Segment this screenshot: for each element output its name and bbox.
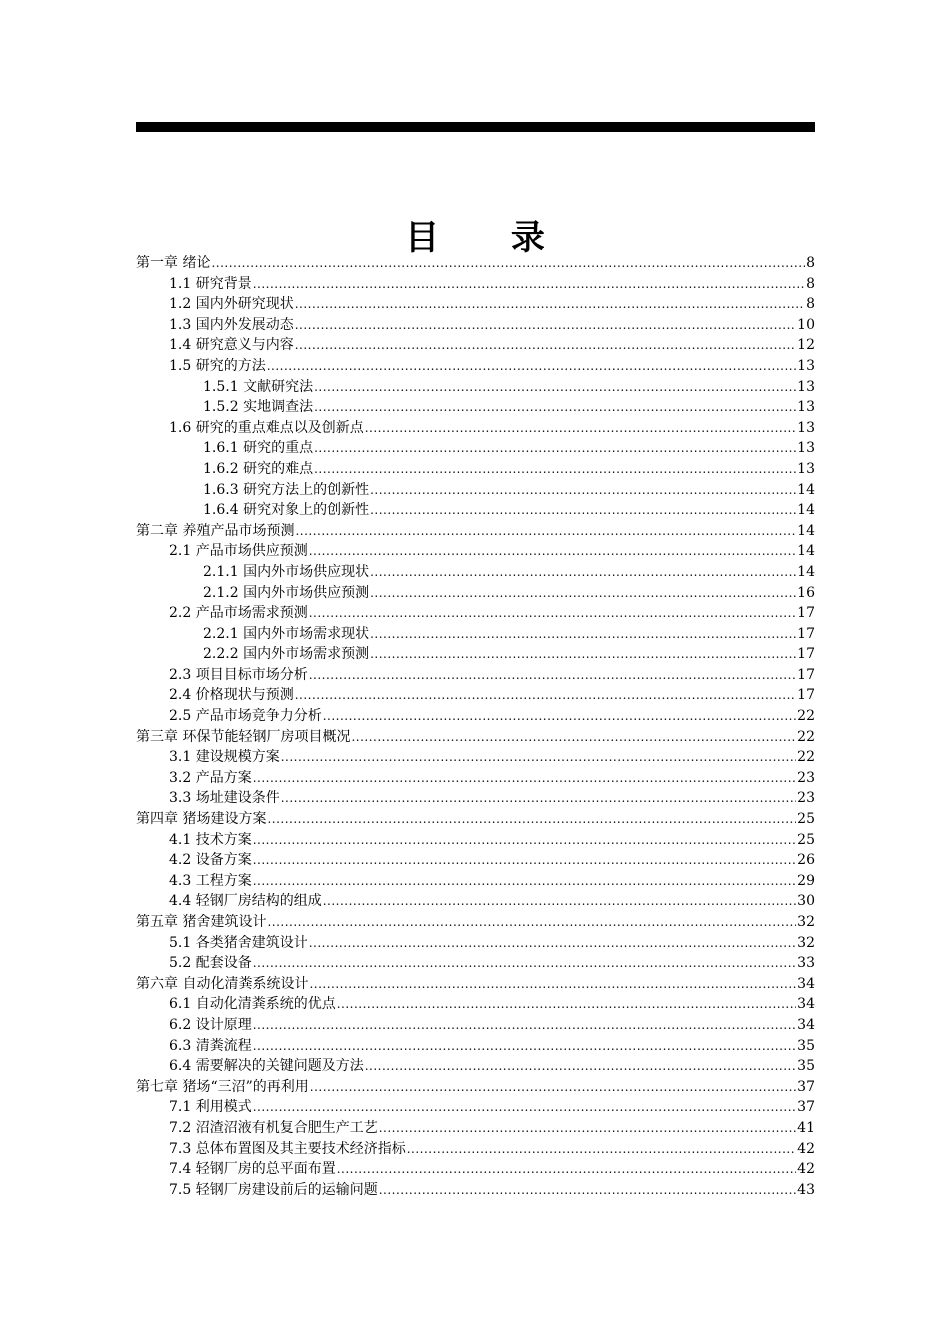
toc-entry[interactable] — [136, 418, 815, 439]
toc-entry-page: 22 — [797, 749, 815, 766]
toc-entry[interactable] — [136, 274, 815, 295]
toc-leader-dots — [267, 809, 796, 830]
toc-leader-dots — [351, 727, 796, 748]
toc-entry[interactable] — [136, 1097, 815, 1118]
toc-entry-label: 2.1.1 国内外市场供应现状 — [203, 563, 370, 580]
toc-entry-page: 33 — [797, 955, 815, 972]
toc-entry-page: 29 — [797, 872, 815, 889]
toc-entry[interactable] — [136, 953, 815, 974]
toc-entry[interactable] — [136, 521, 815, 542]
toc-leader-dots — [295, 315, 796, 336]
toc-leader-dots — [379, 1180, 796, 1201]
toc-entry-page: 8 — [806, 255, 815, 271]
toc-leader-dots — [370, 644, 796, 665]
toc-entry-label: 2.4 价格现状与预测 — [169, 687, 294, 704]
toc-entry[interactable] — [136, 1036, 815, 1057]
toc-entry[interactable] — [136, 459, 815, 480]
toc-entry[interactable] — [136, 377, 815, 398]
toc-leader-dots — [370, 624, 796, 645]
toc-entry-page: 14 — [797, 543, 815, 560]
toc-entry-page: 17 — [797, 666, 815, 683]
toc-entry-label: 第六章 自动化清粪系统设计 — [136, 975, 309, 992]
toc-entry[interactable] — [136, 830, 815, 851]
toc-entry-page: 35 — [797, 1058, 815, 1075]
toc-entry-page: 17 — [797, 687, 815, 704]
toc-entry-label: 1.5 研究的方法 — [169, 357, 266, 374]
toc-entry-label: 第一章 绪论 — [136, 255, 211, 271]
toc-entry-label: 6.2 设计原理 — [169, 1016, 252, 1033]
toc-entry-page: 23 — [797, 790, 815, 807]
toc-entry[interactable] — [136, 356, 815, 377]
toc-entry-page: 42 — [797, 1140, 815, 1157]
toc-entry-page: 10 — [797, 316, 815, 333]
table-of-contents — [136, 253, 815, 1200]
toc-entry-label: 2.2.1 国内外市场需求现状 — [203, 625, 370, 642]
toc-entry-label: 7.1 利用模式 — [169, 1099, 252, 1116]
toc-entry[interactable] — [136, 912, 815, 933]
toc-entry-label: 1.6.3 研究方法上的创新性 — [203, 481, 370, 498]
toc-entry-page: 25 — [797, 831, 815, 848]
toc-entry-page: 22 — [797, 708, 815, 725]
toc-entry-label: 1.6.1 研究的重点 — [203, 440, 314, 457]
toc-entry-label: 2.1.2 国内外市场供应预测 — [203, 584, 370, 601]
toc-entry[interactable] — [136, 1180, 815, 1201]
toc-leader-dots — [370, 562, 796, 583]
toc-leader-dots — [253, 768, 796, 789]
toc-entry-label: 1.1 研究背景 — [169, 275, 252, 292]
toc-leader-dots — [379, 1118, 796, 1139]
toc-entry-label: 2.2 产品市场需求预测 — [169, 605, 308, 622]
toc-entry-label: 1.4 研究意义与内容 — [169, 337, 294, 354]
toc-entry[interactable] — [136, 480, 815, 501]
toc-entry-page: 16 — [797, 584, 815, 601]
toc-entry[interactable] — [136, 809, 815, 830]
toc-entry[interactable] — [136, 1118, 815, 1139]
toc-entry[interactable] — [136, 541, 815, 562]
toc-entry[interactable] — [136, 665, 815, 686]
toc-entry-label: 2.1 产品市场供应预测 — [169, 543, 308, 560]
toc-entry[interactable] — [136, 1139, 815, 1160]
toc-entry-page: 14 — [797, 481, 815, 498]
toc-entry-page: 32 — [797, 934, 815, 951]
toc-entry-label: 2.5 产品市场竞争力分析 — [169, 708, 322, 725]
toc-entry-page: 22 — [797, 728, 815, 745]
toc-entry[interactable] — [136, 397, 815, 418]
toc-entry-label: 4.2 设备方案 — [169, 852, 252, 869]
toc-entry-label: 3.1 建设规模方案 — [169, 749, 280, 766]
toc-entry-page: 23 — [797, 769, 815, 786]
toc-entry[interactable] — [136, 727, 815, 748]
toc-entry-page: 34 — [797, 975, 815, 992]
toc-leader-dots — [314, 397, 796, 418]
toc-entry-label: 第三章 环保节能轻钢厂房项目概况 — [136, 728, 351, 745]
toc-leader-dots — [323, 891, 796, 912]
toc-entry[interactable] — [136, 562, 815, 583]
toc-entry-page: 13 — [797, 440, 815, 457]
toc-leader-dots — [337, 1159, 796, 1180]
toc-entry-label: 7.3 总体布置图及其主要技术经济指标 — [169, 1140, 406, 1157]
toc-leader-dots — [253, 830, 796, 851]
toc-leader-dots — [309, 541, 796, 562]
toc-leader-dots — [323, 706, 796, 727]
toc-entry[interactable] — [136, 438, 815, 459]
toc-leader-dots — [253, 850, 796, 871]
toc-leader-dots — [253, 1036, 796, 1057]
toc-entry[interactable] — [136, 335, 815, 356]
toc-entry[interactable] — [136, 871, 815, 892]
toc-entry-label: 6.3 清粪流程 — [169, 1037, 252, 1054]
toc-leader-dots — [309, 974, 796, 995]
toc-entry-label: 1.5.2 实地调查法 — [203, 399, 314, 416]
toc-entry-page: 12 — [797, 337, 815, 354]
toc-entry-page: 8 — [806, 296, 815, 313]
toc-entry[interactable] — [136, 583, 815, 604]
toc-leader-dots — [407, 1139, 796, 1160]
toc-entry-page: 37 — [797, 1078, 815, 1095]
toc-leader-dots — [309, 665, 796, 686]
toc-entry-label: 第五章 猪舍建筑设计 — [136, 914, 267, 930]
toc-entry[interactable] — [136, 500, 815, 521]
toc-entry[interactable] — [136, 315, 815, 336]
toc-entry[interactable] — [136, 994, 815, 1015]
toc-leader-dots — [267, 356, 796, 377]
toc-entry[interactable] — [136, 768, 815, 789]
toc-entry-page: 13 — [797, 419, 815, 436]
toc-entry[interactable] — [136, 974, 815, 995]
toc-leader-dots — [281, 747, 796, 768]
toc-entry-page: 13 — [797, 378, 815, 395]
toc-entry[interactable] — [136, 933, 815, 954]
toc-entry[interactable] — [136, 1015, 815, 1036]
toc-entry-label: 2.3 项目目标市场分析 — [169, 666, 308, 683]
toc-entry-label: 7.2 沼渣沼液有机复合肥生产工艺 — [169, 1119, 378, 1136]
toc-entry-label: 4.4 轻钢厂房结构的组成 — [169, 893, 322, 910]
toc-entry-page: 26 — [797, 852, 815, 869]
toc-leader-dots — [309, 933, 796, 954]
toc-entry[interactable] — [136, 747, 815, 768]
toc-entry-label: 第七章 猪场“三沼”的再利用 — [136, 1078, 309, 1095]
toc-entry[interactable] — [136, 1056, 815, 1077]
toc-entry[interactable] — [136, 624, 815, 645]
toc-entry-label: 4.1 技术方案 — [169, 831, 252, 848]
toc-entry-page: 41 — [797, 1119, 815, 1136]
toc-entry-page: 34 — [797, 996, 815, 1013]
toc-entry[interactable] — [136, 788, 815, 809]
toc-entry[interactable] — [136, 1077, 815, 1098]
toc-leader-dots — [253, 953, 796, 974]
toc-entry-label: 3.3 场址建设条件 — [169, 790, 280, 807]
toc-entry-label: 6.1 自动化清粪系统的优点 — [169, 996, 336, 1013]
toc-title: 目 录 — [405, 218, 575, 258]
toc-leader-dots — [253, 1097, 796, 1118]
toc-entry-page: 25 — [797, 811, 815, 828]
toc-entry-page: 14 — [797, 563, 815, 580]
toc-entry[interactable] — [136, 253, 815, 274]
toc-entry-page: 13 — [797, 460, 815, 477]
toc-leader-dots — [310, 1077, 796, 1098]
toc-entry[interactable] — [136, 1159, 815, 1180]
toc-entry-label: 5.1 各类猪舍建筑设计 — [169, 934, 308, 951]
toc-leader-dots — [295, 335, 796, 356]
toc-entry[interactable] — [136, 644, 815, 665]
toc-leader-dots — [211, 253, 805, 274]
toc-leader-dots — [281, 788, 796, 809]
toc-entry-page: 34 — [797, 1016, 815, 1033]
toc-entry-page: 17 — [797, 605, 815, 622]
toc-leader-dots — [253, 1015, 796, 1036]
toc-entry-label: 第四章 猪场建设方案 — [136, 811, 267, 828]
toc-leader-dots — [295, 294, 805, 315]
toc-leader-dots — [253, 871, 796, 892]
toc-entry-label: 3.2 产品方案 — [169, 769, 252, 786]
toc-leader-dots — [370, 583, 796, 604]
toc-entry-page: 17 — [797, 625, 815, 642]
toc-entry-page: 37 — [797, 1099, 815, 1116]
toc-entry-label: 4.3 工程方案 — [169, 872, 252, 889]
toc-entry-label: 7.5 轻钢厂房建设前后的运输问题 — [169, 1181, 378, 1198]
toc-entry[interactable] — [136, 891, 815, 912]
toc-entry[interactable] — [136, 294, 815, 315]
toc-entry-page: 43 — [797, 1181, 815, 1198]
toc-entry-label: 7.4 轻钢厂房的总平面布置 — [169, 1161, 336, 1178]
toc-entry-page: 13 — [797, 357, 815, 374]
toc-entry-page: 32 — [797, 914, 815, 930]
toc-entry-label: 1.5.1 文献研究法 — [203, 378, 314, 395]
toc-entry-label: 6.4 需要解决的关键问题及方法 — [169, 1058, 364, 1075]
toc-entry-page: 42 — [797, 1161, 815, 1178]
toc-entry-label: 2.2.2 国内外市场需求预测 — [203, 646, 370, 663]
toc-entry[interactable] — [136, 603, 815, 624]
toc-entry-page: 14 — [797, 502, 815, 519]
toc-entry-label: 第二章 养殖产品市场预测 — [136, 522, 295, 539]
toc-entry-page: 17 — [797, 646, 815, 663]
toc-leader-dots — [314, 459, 796, 480]
toc-entry-label: 1.3 国内外发展动态 — [169, 316, 294, 333]
toc-entry-page: 8 — [806, 275, 815, 292]
toc-entry[interactable] — [136, 706, 815, 727]
toc-entry-page: 13 — [797, 399, 815, 416]
toc-entry-label: 1.6 研究的重点难点以及创新点 — [169, 419, 364, 436]
toc-entry-page: 30 — [797, 893, 815, 910]
toc-leader-dots — [253, 274, 805, 295]
toc-leader-dots — [314, 377, 796, 398]
toc-leader-dots — [309, 603, 796, 624]
toc-entry-page: 14 — [797, 522, 815, 539]
toc-leader-dots — [314, 438, 796, 459]
toc-leader-dots — [267, 912, 796, 933]
toc-entry-label: 5.2 配套设备 — [169, 955, 252, 972]
toc-entry[interactable] — [136, 685, 815, 706]
toc-leader-dots — [370, 500, 796, 521]
toc-leader-dots — [365, 418, 796, 439]
header-rule — [136, 122, 815, 132]
toc-entry-label: 1.6.4 研究对象上的创新性 — [203, 502, 370, 519]
toc-leader-dots — [370, 480, 796, 501]
toc-leader-dots — [295, 521, 796, 542]
toc-leader-dots — [337, 994, 796, 1015]
toc-leader-dots — [295, 685, 796, 706]
toc-leader-dots — [365, 1056, 796, 1077]
toc-entry-label: 1.2 国内外研究现状 — [169, 296, 294, 313]
toc-entry-label: 1.6.2 研究的难点 — [203, 460, 314, 477]
toc-entry-page: 35 — [797, 1037, 815, 1054]
toc-entry[interactable] — [136, 850, 815, 871]
